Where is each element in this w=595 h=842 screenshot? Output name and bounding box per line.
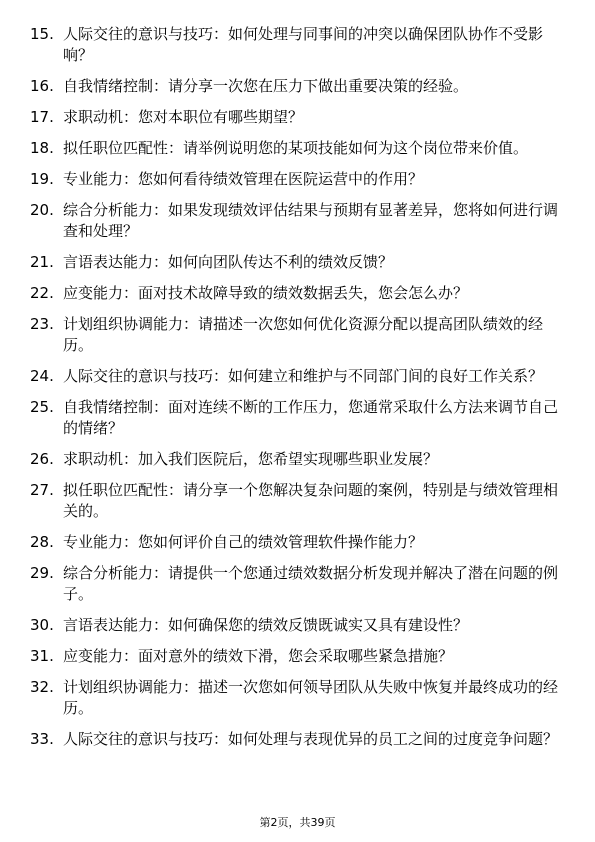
question-item [30,138,570,159]
question-item [30,563,570,605]
question-item [30,397,570,439]
question-text: 综合分析能力：请提供一个您通过绩效数据分析发现并解决了潜在问题的例子。 [63,564,559,603]
question-number: 23. [30,315,54,333]
question-item [30,252,570,273]
question-number: 28. [30,533,54,551]
question-item [30,107,570,128]
question-number: 24. [30,367,54,385]
question-text: 应变能力：面对技术故障导致的绩效数据丢失，您会怎么办？ [63,284,469,302]
question-item [30,76,570,97]
question-text: 自我情绪控制：请分享一次您在压力下做出重要决策的经验。 [63,77,469,95]
question-text: 计划组织协调能力：描述一次您如何领导团队从失败中恢复并最终成功的经历。 [63,678,559,717]
question-text: 人际交往的意识与技巧：如何处理与表现优异的员工之间的过度竞争问题？ [63,730,559,748]
question-item [30,646,570,667]
question-text: 言语表达能力：如何确保您的绩效反馈既诚实又具有建设性？ [63,616,469,634]
question-text: 计划组织协调能力：请描述一次您如何优化资源分配以提高团队绩效的经历。 [63,315,544,354]
question-number: 33. [30,730,54,748]
page-footer: 第2页，共39页 [259,816,336,829]
question-number: 22. [30,284,54,302]
question-item [30,283,570,304]
question-number: 15. [30,25,54,43]
question-text: 求职动机：您对本职位有哪些期望？ [63,108,304,126]
question-text: 求职动机：加入我们医院后，您希望实现哪些职业发展？ [63,450,439,468]
question-number: 27. [30,481,54,499]
question-number: 29. [30,564,54,582]
question-text: 言语表达能力：如何向团队传达不利的绩效反馈？ [63,253,394,271]
question-number: 25. [30,398,54,416]
question-item [30,615,570,636]
question-number: 32. [30,678,54,696]
question-item [30,677,570,719]
question-number: 20. [30,201,54,219]
question-item [30,532,570,553]
question-list [30,24,570,760]
question-number: 30. [30,616,54,634]
question-item [30,729,570,750]
question-item [30,200,570,242]
question-number: 19. [30,170,54,188]
question-text: 人际交往的意识与技巧：如何建立和维护与不同部门间的良好工作关系？ [63,367,544,385]
question-item [30,24,570,66]
question-text: 自我情绪控制：面对连续不断的工作压力，您通常采取什么方法来调节自己的情绪？ [63,398,559,437]
question-item [30,169,570,190]
question-item [30,480,570,522]
question-item [30,366,570,387]
question-number: 31. [30,647,54,665]
question-item [30,449,570,470]
question-item [30,314,570,356]
question-number: 18. [30,139,54,157]
question-number: 21. [30,253,54,271]
question-text: 专业能力：您如何评价自己的绩效管理软件操作能力？ [63,533,424,551]
question-text: 人际交往的意识与技巧：如何处理与同事间的冲突以确保团队协作不受影响？ [63,25,544,64]
question-number: 17. [30,108,54,126]
question-text: 专业能力：您如何看待绩效管理在医院运营中的作用？ [63,170,424,188]
question-number: 26. [30,450,54,468]
question-text: 拟任职位匹配性：请分享一个您解决复杂问题的案例，特别是与绩效管理相关的。 [63,481,559,520]
question-text: 拟任职位匹配性：请举例说明您的某项技能如何为这个岗位带来价值。 [63,139,529,157]
question-text: 综合分析能力：如果发现绩效评估结果与预期有显著差异，您将如何进行调查和处理？ [63,201,559,240]
question-text: 应变能力：面对意外的绩效下滑，您会采取哪些紧急措施？ [63,647,454,665]
question-number: 16. [30,77,54,95]
